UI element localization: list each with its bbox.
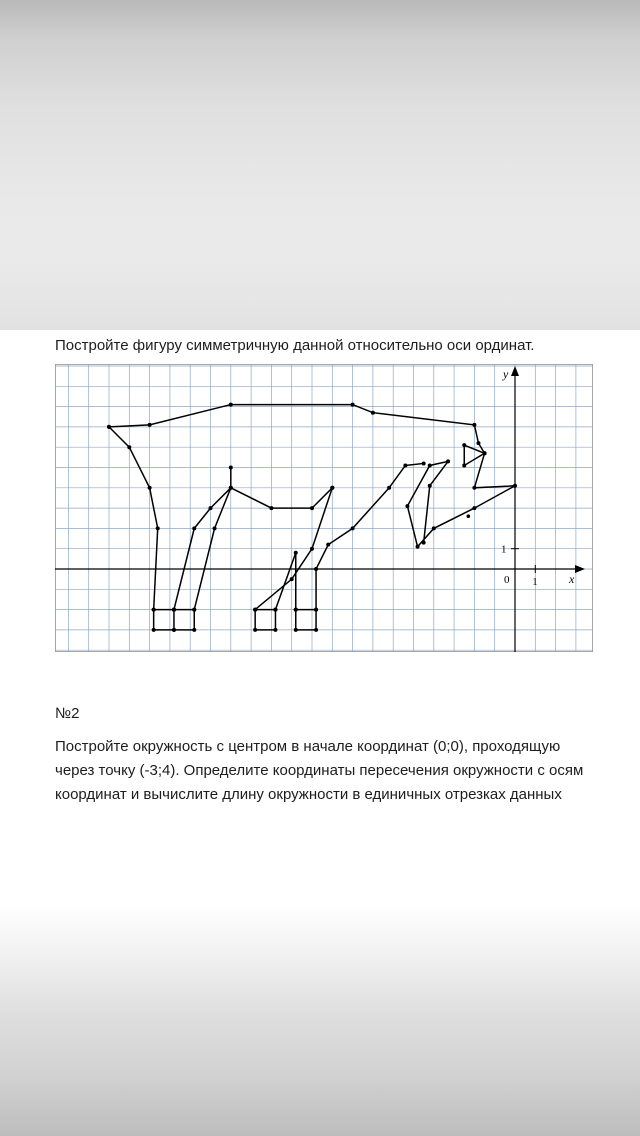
figure-vertex [472, 486, 476, 490]
x-axis-label: x [569, 572, 575, 586]
figure-vertex [148, 423, 152, 427]
figure-vertex [229, 486, 233, 490]
figure-vertex [326, 543, 330, 547]
task2-line-1: Постройте окружность с центром в начале координат (0;0), проходящую [55, 738, 561, 755]
figure-vertex [483, 451, 487, 455]
unit-x-label: 1 [532, 576, 538, 588]
figure-vertex [294, 608, 298, 612]
figure-vertex [209, 506, 213, 510]
figure-vertex [310, 547, 314, 551]
figure-vertex [314, 628, 318, 632]
figure-vertex [403, 463, 407, 467]
figure-vertex [351, 403, 355, 407]
blurred-background-top [0, 0, 640, 330]
figure-vertex [387, 486, 391, 490]
figure-vertex [192, 628, 196, 632]
figure-vertex [472, 423, 476, 427]
y-axis-label: y [503, 367, 509, 381]
figure-vertex [172, 608, 176, 612]
coordinate-grid-figure [55, 364, 593, 652]
figure-vertex [229, 466, 233, 470]
figure-vertex [446, 459, 450, 463]
figure-vertex [152, 628, 156, 632]
figure-vertex [290, 577, 294, 581]
figure-vertex [428, 463, 432, 467]
figure-vertex [432, 526, 436, 530]
figure-vertex [476, 441, 480, 445]
unit-y-label: 1 [501, 543, 507, 556]
figure-vertex [229, 403, 233, 407]
figure-vertex [351, 526, 355, 530]
figure-vertex [294, 628, 298, 632]
blurred-background-bottom [0, 905, 640, 1136]
figure-vertex [253, 628, 257, 632]
figure-vertex [462, 443, 466, 447]
figure-vertex [314, 608, 318, 612]
task2-line-3: координат и вычислите длину окружности в единичных отрезках данных [55, 786, 562, 803]
figure-vertex [294, 551, 298, 555]
figure-vertex [273, 608, 277, 612]
figure-vertex [152, 608, 156, 612]
figure-vertex [107, 425, 111, 429]
figure-vertex [416, 545, 420, 549]
figure-vertex [422, 541, 426, 545]
figure-vertex [428, 484, 432, 488]
figure-vertex [192, 608, 196, 612]
task2-number: №2 [55, 705, 80, 722]
figure-vertex [371, 411, 375, 415]
figure-vertex [213, 526, 217, 530]
figure-vertex [148, 486, 152, 490]
figure-vertex [269, 506, 273, 510]
figure-vertex [253, 608, 257, 612]
figure-vertex [405, 504, 409, 508]
figure-vertex [273, 628, 277, 632]
figure-vertex [172, 628, 176, 632]
task1-text: Постройте фигуру симметричную данной относительно оси ординат. [55, 337, 535, 354]
eye-dot [467, 514, 471, 518]
origin-label: 0 [504, 574, 510, 586]
task2-line-2: через точку (-3;4). Определите координаты пересечения окружности с осям [55, 762, 584, 779]
figure-vertex [310, 506, 314, 510]
worksheet-page [0, 330, 640, 905]
figure-vertex [192, 526, 196, 530]
figure-vertex [127, 445, 131, 449]
figure-vertex [330, 486, 334, 490]
figure-vertex [422, 461, 426, 465]
figure-vertex [462, 463, 466, 467]
figure-vertex [472, 506, 476, 510]
figure-vertex [156, 526, 160, 530]
